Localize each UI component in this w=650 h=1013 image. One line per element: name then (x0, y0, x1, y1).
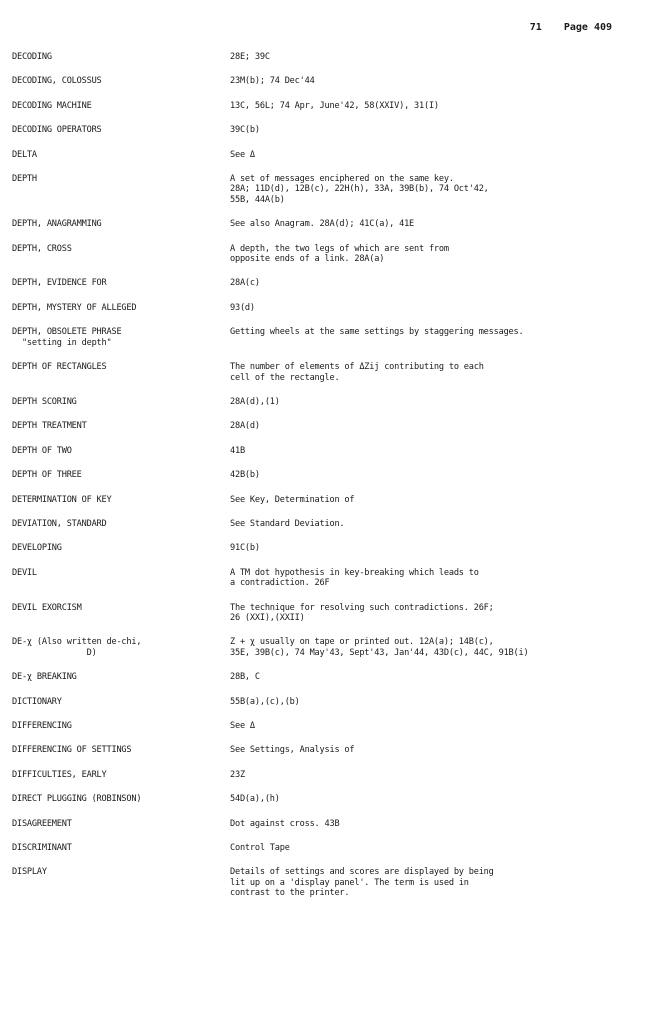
glossary-term: DEVELOPING (12, 543, 62, 554)
glossary-term: DEPTH OF THREE (12, 470, 82, 481)
glossary-term: DISAGREEMENT (12, 818, 72, 829)
glossary-entry (12, 278, 642, 288)
glossary-term: DIRECT PLUGGING (ROBINSON) (12, 794, 142, 805)
glossary-definition: 28E; 39C (230, 52, 270, 62)
glossary-definition: See Δ (230, 721, 255, 731)
glossary-definition: 42B(b) (230, 470, 260, 481)
glossary-definition: See Δ (230, 149, 255, 160)
glossary-entry (12, 770, 642, 780)
page-number: 71 (529, 22, 542, 33)
glossary-definition: Control Tape (230, 843, 290, 854)
glossary-entry (12, 303, 642, 313)
glossary-definition: See Standard Deviation. (230, 518, 345, 529)
glossary-definition: 23M(b); 74 Dec'44 (230, 76, 315, 87)
page-header (530, 22, 612, 33)
glossary-entry (12, 794, 642, 804)
glossary-entry (12, 397, 642, 407)
glossary-term: DISCRIMINANT (12, 843, 72, 854)
glossary-definition: 13C, 56L; 74 Apr, June'42, 58(XXIV), 31(I) (230, 100, 439, 111)
glossary-term: DECODING OPERATORS (12, 125, 102, 136)
glossary-term: DELTA (12, 149, 37, 160)
glossary-definition: 28B, C (230, 672, 260, 683)
glossary-definition: See Key, Determination of (230, 494, 355, 505)
glossary-definition: A set of messages enciphered on the same key. 28A; 11D(d), 12B(c), 22H(h), 33A, 39B(b), 74 Oct'42, 55B, 44A(b) (230, 174, 489, 205)
glossary-definition: The number of elements of ΔZij contributing to each cell of the rectangle. (230, 362, 484, 383)
glossary-term: DECODING MACHINE (12, 100, 92, 111)
glossary-definition: 41B (230, 445, 245, 456)
page-handwritten-number: 409 (593, 22, 612, 33)
glossary-definition: See Settings, Analysis of (230, 745, 355, 756)
glossary-definition: 39C(b) (230, 125, 260, 136)
glossary-entry (12, 568, 642, 589)
glossary-entry (12, 76, 642, 86)
glossary-definition: Details of settings and scores are displayed by being lit up on a 'display panel'. The term is used in contrast to the printer. (230, 867, 494, 899)
glossary-entry (12, 697, 642, 707)
glossary-term: DECODING, COLOSSUS (12, 76, 102, 87)
glossary-entry (12, 101, 642, 111)
glossary-definition: A TM dot hypothesis in key-breaking which leads to a contradiction. 26F (230, 567, 479, 589)
glossary-entry (12, 495, 642, 505)
glossary-entry (12, 470, 642, 480)
glossary-term: DEPTH, MYSTERY OF ALLEGED (12, 302, 137, 313)
glossary-entry (12, 244, 642, 265)
glossary-term: DECODING (12, 52, 52, 62)
glossary-definition: 55B(a),(c),(b) (230, 696, 300, 707)
glossary-term: DIFFERENCING OF SETTINGS (12, 745, 132, 756)
glossary-entry (12, 867, 642, 898)
glossary-definition: Getting wheels at the same settings by staggering messages. (230, 327, 524, 338)
glossary-entry (12, 603, 642, 624)
glossary-term: DEVIATION, STANDARD (12, 518, 107, 529)
glossary-term: DEPTH SCORING (12, 396, 77, 407)
page-label: Page (563, 22, 588, 33)
glossary-entry (12, 819, 642, 829)
glossary-entries (12, 52, 642, 899)
glossary-term: DISPLAY (12, 867, 47, 878)
glossary-term: DEPTH, OBSOLETE PHRASE "setting in depth" (12, 327, 122, 348)
glossary-entry (12, 543, 642, 553)
glossary-entry (12, 672, 642, 682)
glossary-term: DEVIL EXORCISM (12, 602, 82, 613)
glossary-term: DEPTH, EVIDENCE FOR (12, 278, 107, 289)
glossary-definition: A depth, the two legs of which are sent from opposite ends of a link. 28A(a) (230, 243, 449, 265)
glossary-term: DETERMINATION OF KEY (12, 494, 112, 505)
glossary-entry (12, 125, 642, 135)
glossary-term: DE-χ BREAKING (12, 672, 77, 683)
glossary-entry (12, 150, 642, 160)
glossary-definition: Dot against cross. 43B (230, 818, 340, 829)
glossary-definition: 28A(c) (230, 278, 260, 289)
glossary-term: DE-χ (Also written de-chi, D) (12, 637, 142, 658)
glossary-term: DEPTH OF RECTANGLES (12, 362, 107, 373)
glossary-definition: 28A(d) (230, 421, 260, 432)
glossary-definition: 28A(d),(1) (230, 396, 280, 407)
glossary-term: DEPTH OF TWO (12, 445, 72, 456)
glossary-entry (12, 519, 642, 529)
glossary-definition: 93(d) (230, 302, 255, 313)
glossary-term: DIFFICULTIES, EARLY (12, 769, 107, 780)
glossary-term: DEPTH (12, 174, 37, 185)
glossary-term: DEVIL (12, 567, 37, 578)
glossary-entry (12, 421, 642, 431)
glossary-entry (12, 721, 642, 731)
glossary-entry (12, 174, 642, 205)
glossary-term: DEPTH, ANAGRAMMING (12, 219, 102, 230)
glossary-entry (12, 219, 642, 229)
glossary-definition: Z + χ usually on tape or printed out. 12A(a); 14B(c), 35E, 39B(c), 74 May'43, Sept'43, Jan'44, 43D(c), 44C, 91B(i) (230, 637, 529, 658)
glossary-entry (12, 327, 642, 348)
glossary-term: DIFFERENCING (12, 721, 72, 731)
glossary-definition: See also Anagram. 28A(d); 41C(a), 41E (230, 219, 415, 230)
glossary-entry (12, 745, 642, 755)
glossary-entry (12, 446, 642, 456)
glossary-definition: 91C(b) (230, 543, 260, 554)
glossary-term: DICTIONARY (12, 696, 62, 707)
glossary-entry (12, 52, 642, 62)
glossary-definition: The technique for resolving such contradictions. 26F; 26 (XXI),(XXII) (230, 602, 494, 623)
glossary-entry (12, 843, 642, 853)
glossary-entry (12, 362, 642, 383)
glossary-definition: 23Z (230, 769, 245, 780)
glossary-definition: 54D(a),(h) (230, 794, 280, 805)
glossary-term: DEPTH TREATMENT (12, 421, 87, 432)
glossary-entry (12, 637, 642, 658)
glossary-term: DEPTH, CROSS (12, 243, 72, 254)
